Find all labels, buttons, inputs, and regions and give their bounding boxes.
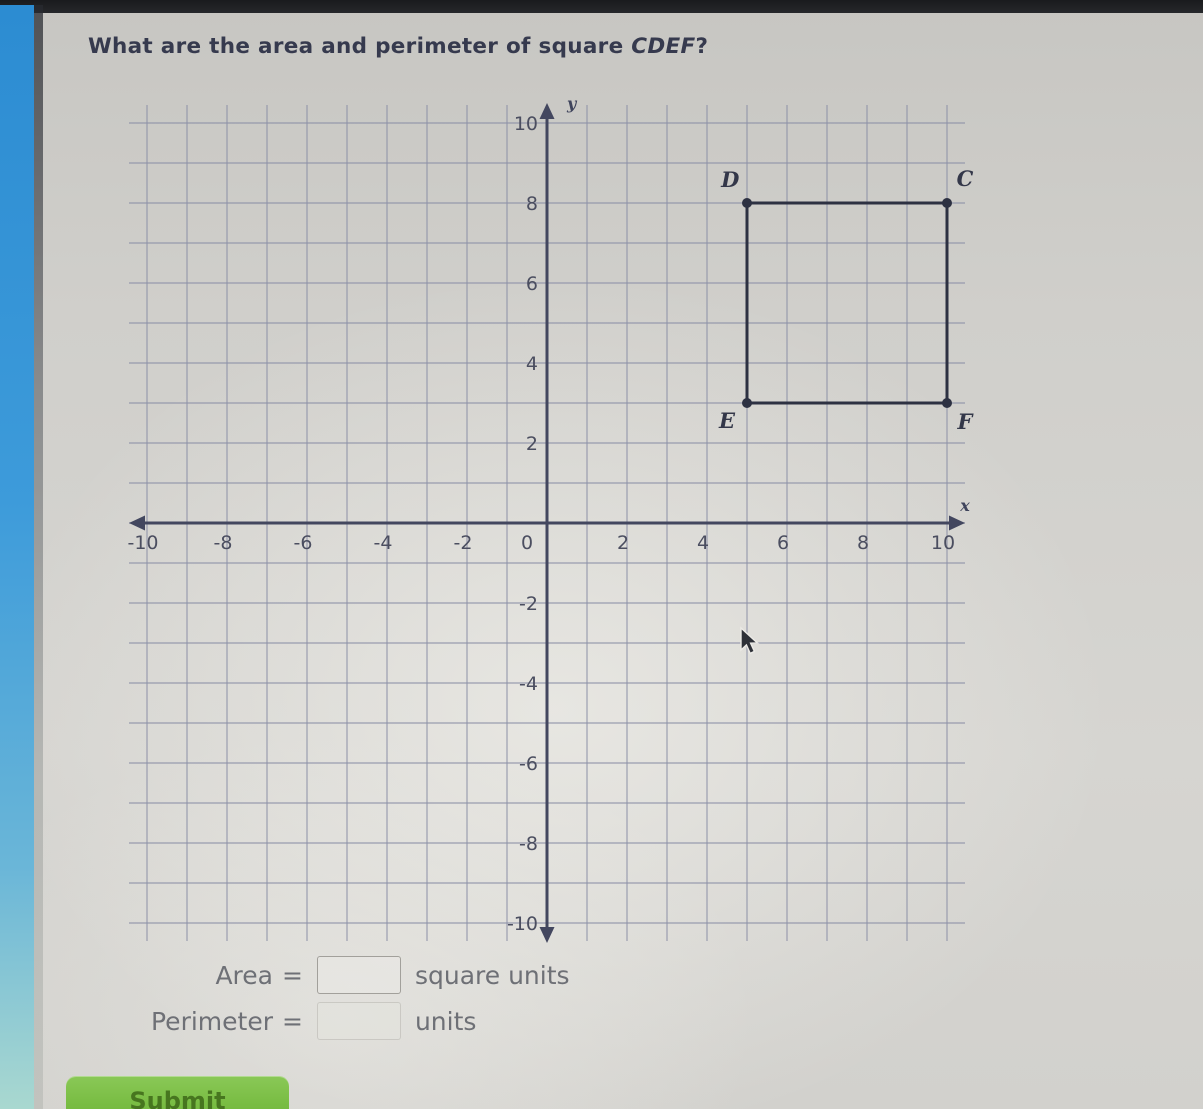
area-input[interactable] [317,956,401,994]
vertex-label-C: C [956,166,974,192]
vertex-E [742,398,752,408]
x-tick-label: 6 [776,532,790,554]
y-tick-label: -6 [519,753,538,775]
x-tick-label: -4 [373,532,393,554]
y-tick-label: 8 [525,193,538,215]
area-answer-row [113,956,570,994]
perimeter-input[interactable] [317,1002,401,1040]
vertex-C [942,198,952,208]
x-tick-label: -10 [127,532,159,554]
coordinate-grid [117,93,977,953]
x-tick-label: -6 [293,532,313,554]
y-tick-label: 4 [525,353,538,375]
area-units-label: square units [414,960,570,990]
question-mark-text: ? [695,34,709,59]
x-axis-label: x [960,496,970,515]
y-tick-label: -4 [519,673,538,695]
sidebar-edge-shadow [34,5,43,1109]
y-tick-label: -8 [519,833,538,855]
vertex-label-D: D [721,167,740,192]
x-tick-label: 8 [856,532,870,554]
submit-button[interactable]: Submit [66,1076,289,1109]
y-tick-label: -10 [506,913,538,935]
x-tick-label: -2 [453,532,473,554]
area-equals-sign: = [282,960,303,990]
y-tick-label: -2 [519,593,538,615]
y-tick-label: 6 [525,273,538,295]
y-axis-top-arrow-icon [540,103,555,119]
vertex-F [942,398,952,408]
perimeter-answer-row [113,1002,476,1040]
area-label: Area [215,960,273,990]
y-tick-label: 2 [525,433,538,455]
left-sidebar-strip [0,5,34,1109]
perimeter-units-label: units [414,1006,477,1036]
x-tick-label: 0 [520,532,534,554]
y-axis-bottom-arrow-icon [540,927,555,943]
x-tick-label: 10 [930,532,956,554]
x-tick-label: 4 [696,532,710,554]
x-axis-left-arrow-icon [129,516,145,531]
vertex-label-E: E [718,407,736,433]
y-tick-label: 10 [513,113,538,135]
square-CDEF [747,203,947,403]
perimeter-label: Perimeter [151,1006,273,1036]
question-title [88,34,708,59]
x-axis-right-arrow-icon [949,516,965,531]
vertex-label-F: F [957,409,973,434]
shape-name-text: CDEF [631,34,696,59]
top-bezel [0,0,1203,13]
y-axis-label: y [567,94,577,113]
vertex-D [742,198,752,208]
x-tick-label: -8 [213,532,233,554]
mouse-cursor-icon [737,626,763,660]
perimeter-equals-sign: = [282,1006,303,1036]
x-tick-label: 2 [616,532,630,554]
question-text: What are the area and perimeter of square [88,34,632,59]
